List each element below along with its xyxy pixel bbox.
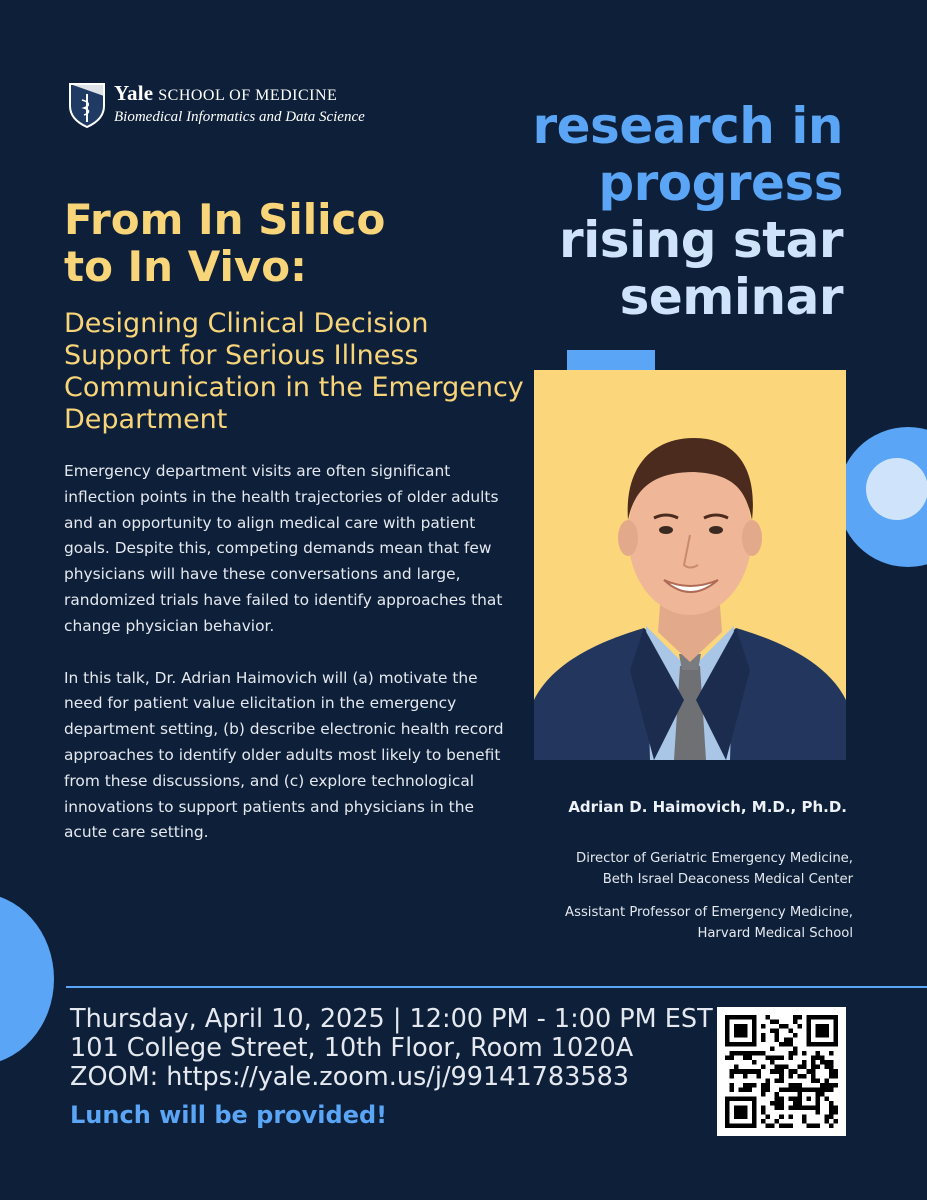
event-datetime: Thursday, April 10, 2025 | 12:00 PM - 1:00 PM EST bbox=[70, 1004, 713, 1034]
logo-institution: Yale bbox=[114, 81, 154, 105]
lunch-notice: Lunch will be provided! bbox=[70, 1101, 388, 1129]
speaker-name: Adrian D. Haimovich, M.D., Ph.D. bbox=[568, 798, 847, 816]
yale-shield-icon bbox=[68, 82, 106, 128]
affiliation-2-org: Harvard Medical School bbox=[697, 926, 853, 941]
talk-abstract bbox=[64, 459, 520, 846]
speaker-portrait-illustration bbox=[534, 370, 846, 760]
abstract-paragraph-1: Emergency department visits are often significant inflection points in the health trajectories of older adults and an opportunity to align medical care with patient goals. Despite this, competing demands mean that few physicians will have these conversations and large, randomized trials have failed to identify approaches that change physician behavior. bbox=[64, 462, 503, 635]
talk-title-line-2: to In Vivo: bbox=[64, 242, 307, 291]
decorative-half-circle bbox=[0, 893, 54, 1065]
event-details bbox=[70, 1005, 713, 1092]
talk-subtitle: Designing Clinical Decision Support for Serious Illness Communication in the Emergency Department bbox=[64, 308, 524, 435]
speaker-affiliation-2 bbox=[565, 902, 853, 944]
affiliation-1-title: Director of Geriatric Emergency Medicine, bbox=[576, 851, 853, 866]
logo-school: SCHOOL OF MEDICINE bbox=[158, 87, 338, 104]
event-location: 101 College Street, 10th Floor, Room 1020A bbox=[70, 1033, 634, 1063]
seminar-line-2: progress bbox=[598, 154, 843, 212]
decorative-ring-center bbox=[866, 458, 927, 520]
qr-code[interactable] bbox=[717, 1007, 846, 1136]
logo-department: Biomedical Informatics and Data Science bbox=[114, 108, 365, 125]
seminar-line-1: research in bbox=[532, 97, 843, 155]
qr-code-pattern bbox=[725, 1015, 838, 1128]
affiliation-1-org: Beth Israel Deaconess Medical Center bbox=[602, 872, 853, 887]
talk-title bbox=[64, 196, 524, 290]
seminar-line-3: rising star bbox=[558, 211, 843, 269]
seminar-heading bbox=[532, 98, 843, 326]
speaker-photo bbox=[534, 370, 846, 760]
decorative-bar bbox=[567, 350, 655, 372]
talk-title-line-1: From In Silico bbox=[64, 195, 386, 244]
speaker-affiliation-1 bbox=[576, 848, 853, 890]
event-zoom-link[interactable]: ZOOM: https://yale.zoom.us/j/99141783583 bbox=[70, 1062, 630, 1092]
section-divider bbox=[66, 986, 927, 988]
yale-logo bbox=[68, 82, 365, 128]
abstract-paragraph-2: In this talk, Dr. Adrian Haimovich will (a) motivate the need for patient value elicitation in the emergency department setting, (b) describe electronic health record approaches to identify older adults most likely to benefit from these discussions, and (c) explore technological innovations to support patients and physicians in the acute care setting. bbox=[64, 668, 504, 842]
seminar-line-4: seminar bbox=[619, 268, 843, 326]
affiliation-2-title: Assistant Professor of Emergency Medicine, bbox=[565, 905, 853, 920]
